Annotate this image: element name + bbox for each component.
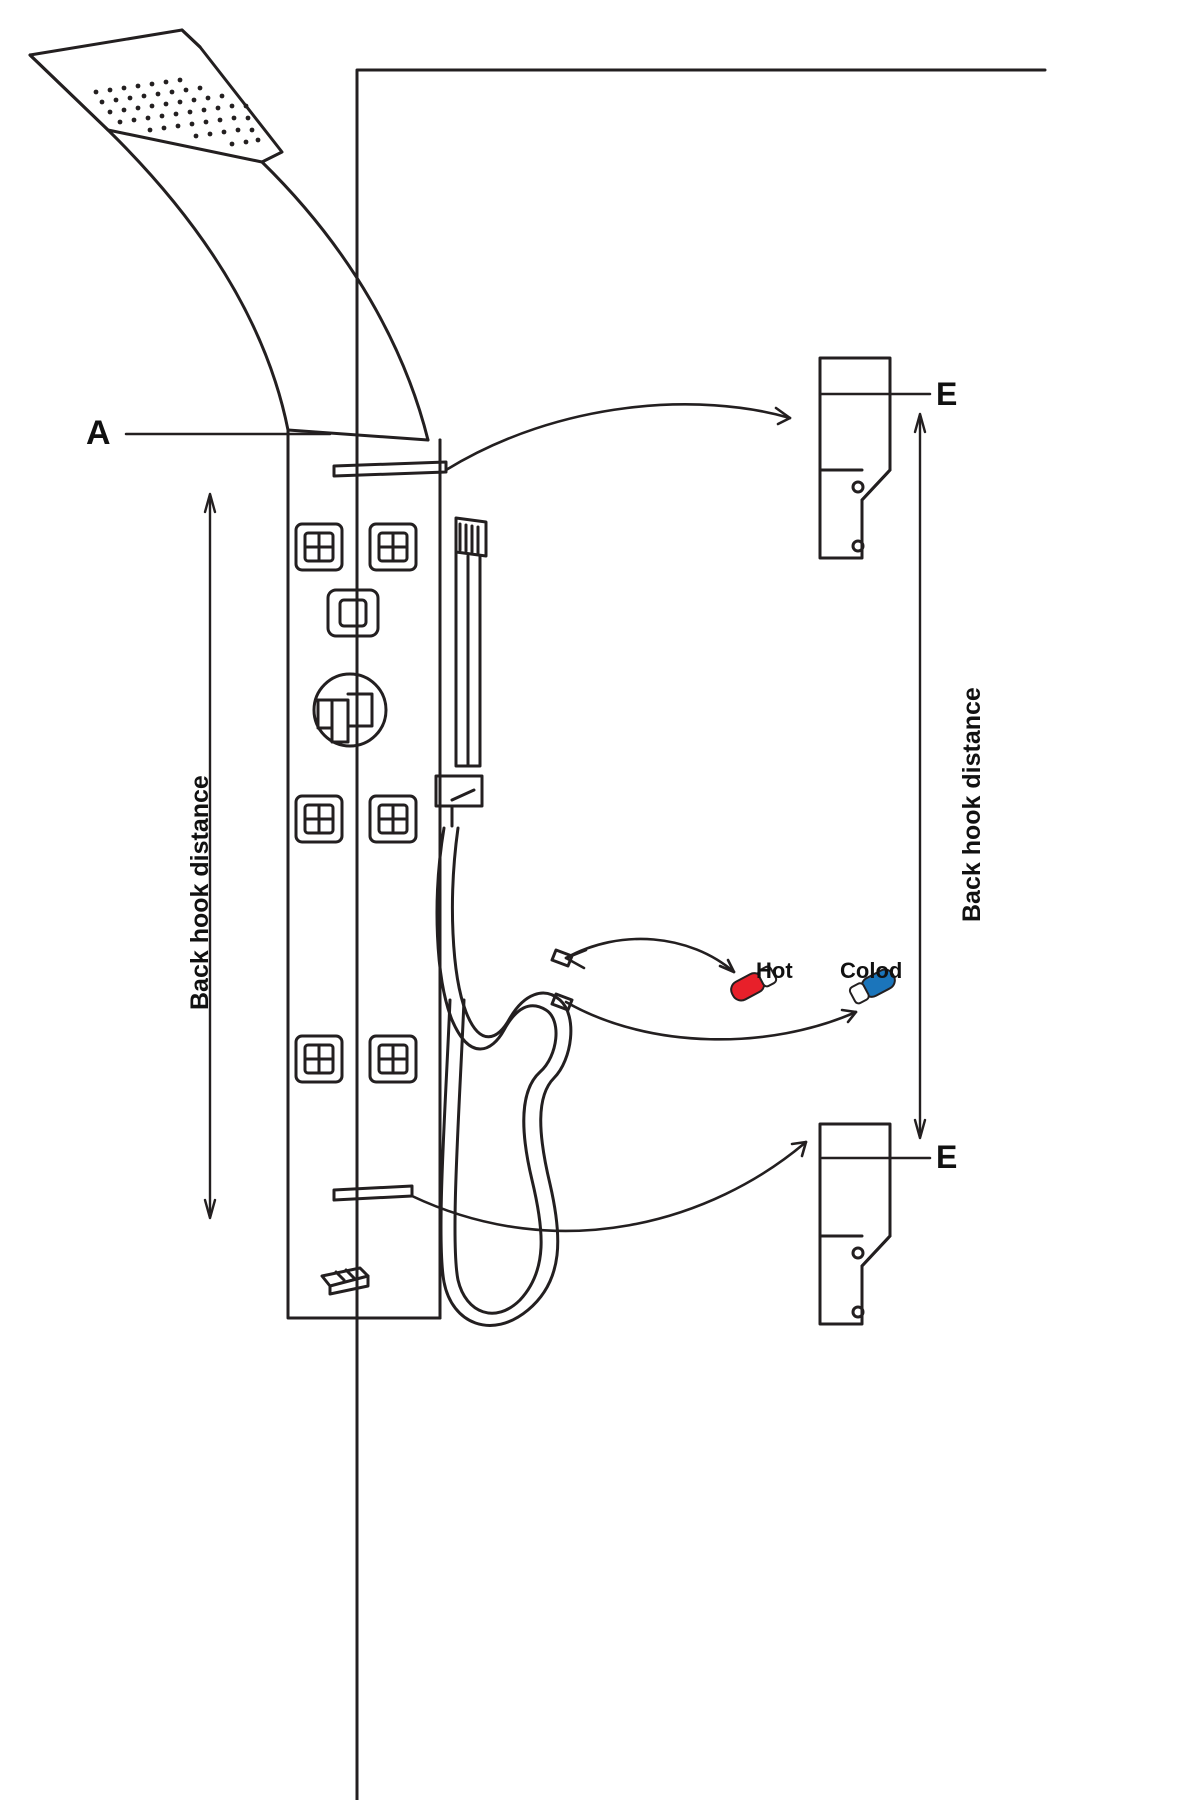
diverter-button[interactable] <box>328 590 378 636</box>
body-jet-middle-right <box>370 796 416 842</box>
label-hot-inlet: Hot <box>756 958 793 983</box>
body-jet-middle-left <box>296 796 342 842</box>
body-jet-upper-right <box>370 524 416 570</box>
wall-hook-bracket-bottom <box>820 1124 890 1324</box>
body-jet-lower-left <box>296 1036 342 1082</box>
label-dimension-left: Back hook distance <box>186 775 214 1010</box>
cold-supply-arrow <box>566 1002 856 1039</box>
callout-arrow-bottom-hook <box>412 1142 806 1231</box>
label-panel-ref: A <box>86 414 112 452</box>
dimension-right <box>915 414 925 1138</box>
label-bracket-top-ref: E <box>936 376 958 412</box>
hand-shower-head <box>456 518 486 766</box>
callout-arrow-top-hook <box>446 404 790 470</box>
wall-hook-bracket-top <box>820 358 890 558</box>
label-bracket-bottom-ref: E <box>936 1139 958 1175</box>
shower-arm <box>108 130 428 440</box>
hand-shower-holder <box>436 776 482 830</box>
soap-dish <box>322 1268 368 1294</box>
panel-top-hook-slot <box>334 462 446 476</box>
wall-outline <box>357 70 1045 1800</box>
label-dimension-right: Back hook distance <box>958 687 986 922</box>
body-jet-upper-left <box>296 524 342 570</box>
panel-bottom-hook-slot <box>334 1186 412 1200</box>
shower-head-nozzles <box>94 78 261 147</box>
body-jet-lower-right <box>370 1036 416 1082</box>
label-cold-inlet: Colod <box>840 958 903 983</box>
mixer-valve-handle[interactable] <box>314 674 386 746</box>
shower-hose <box>437 828 571 1325</box>
hot-supply-arrow <box>566 939 734 972</box>
